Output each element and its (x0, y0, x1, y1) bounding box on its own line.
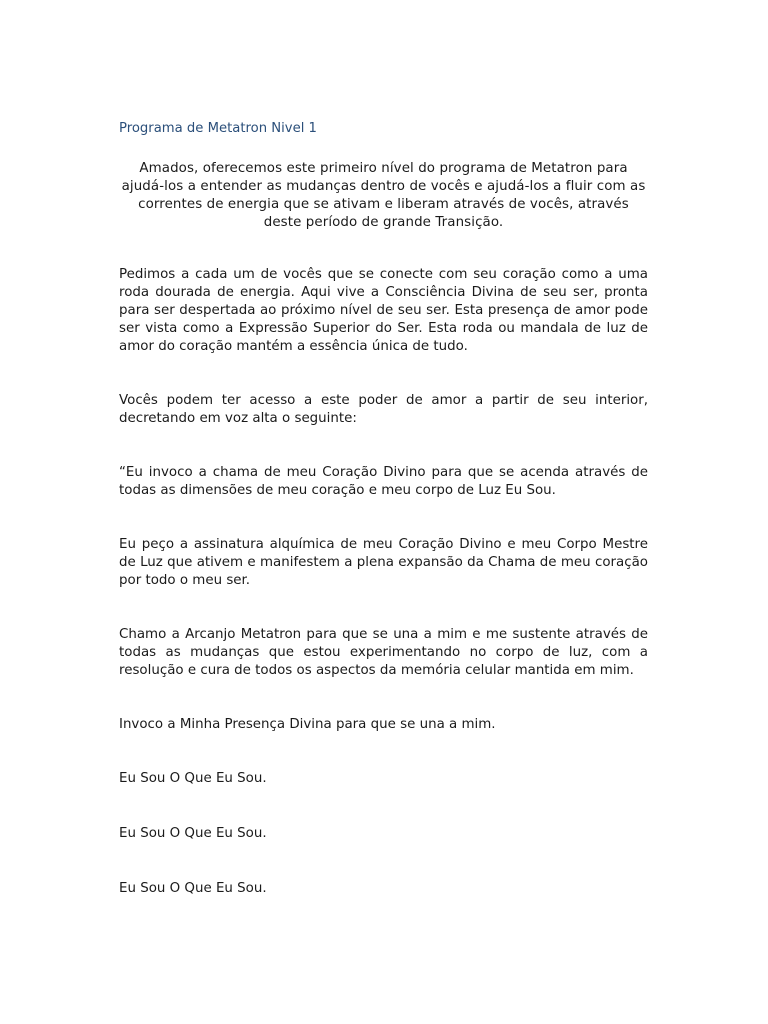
invocation-line: Invoco a Minha Presença Divina para que se una a mim. (119, 717, 496, 732)
affirmation-line: Eu Sou O Que Eu Sou. (119, 881, 267, 896)
affirmation-line: Eu Sou O Que Eu Sou. (119, 771, 267, 786)
invocation-paragraph: “Eu invoco a chama de meu Coração Divino para que se acenda através de todas as dimensões de meu coração e meu corpo de Luz Eu Sou. (119, 465, 648, 498)
body-paragraph: Pedimos a cada um de vocês que se conecte com seu coração como a uma roda dourada de energia. Aqui vive a Consciência Divina de seu ser, pronta para ser despertada ao próximo nível de seu ser. Esta presença de amor pode ser vista como a Expressão Superior do Ser. Esta roda ou mandala de luz de amor do coração mantém a essência única de tudo. (119, 267, 648, 354)
affirmation-line: Eu Sou O Que Eu Sou. (119, 826, 267, 841)
intro-paragraph: Amados, oferecemos este primeiro nível do programa de Metatron para ajudá-los a entender as mudanças dentro de vocês e ajudá-los a fluir com as correntes de energia que se ativam e liberam através de vocês, através deste período de grande Transição. (121, 161, 646, 230)
body-paragraph: Vocês podem ter acesso a este poder de amor a partir de seu interior, decretando em voz alta o seguinte: (119, 393, 648, 426)
invocation-paragraph: Eu peço a assinatura alquímica de meu Coração Divino e meu Corpo Mestre de Luz que ativem e manifestem a plena expansão da Chama de meu coração por todo o meu ser. (119, 537, 648, 588)
document-title: Programa de Metatron Nivel 1 (119, 121, 317, 136)
document-body (119, 120, 648, 935)
invocation-paragraph: Chamo a Arcanjo Metatron para que se una a mim e me sustente através de todas as mudanças que estou experimentando no corpo de luz, com a resolução e cura de todos os aspectos da memória celular mantida em mim. (119, 627, 648, 678)
